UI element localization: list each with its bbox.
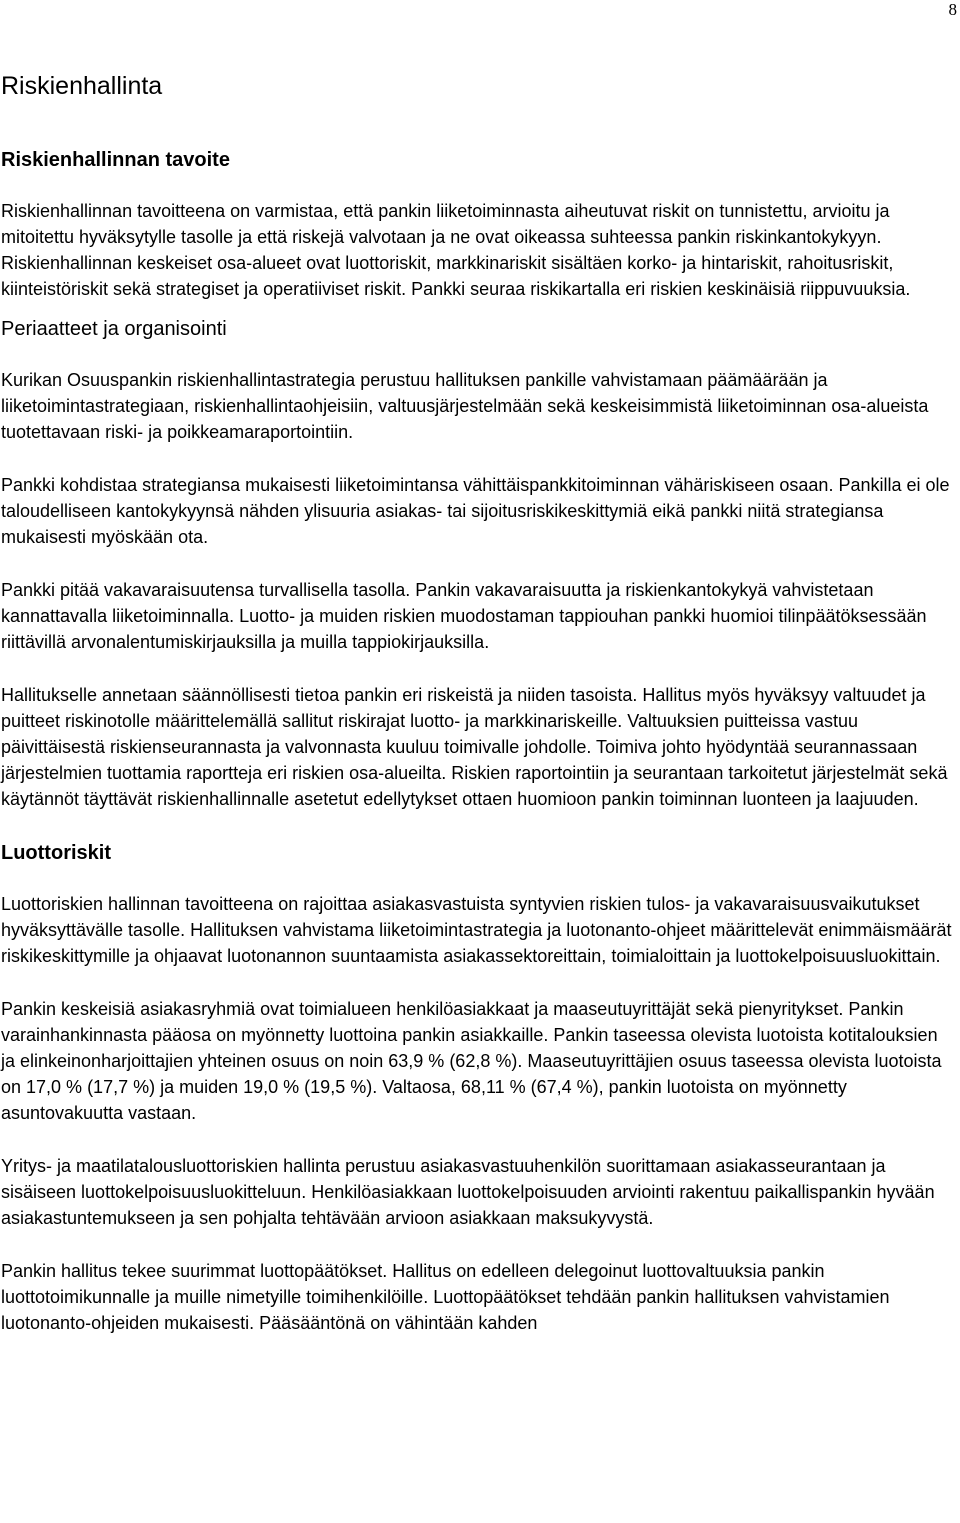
paragraph: Pankin keskeisiä asiakasryhmiä ovat toimialueen henkilöasiakkaat ja maaseutuyrittäjät sekä pienyritykset. Pankin varainhankinnasta pääosa on myönnetty luottoina pankin asiakkaille. Pankin taseessa olevista luotoista kotitalouksien ja elinkeinonharjoittajien yhteinen osuus on noin 63,9 % (62,8 %). Maaseutuyrittäjien osuus taseessa olevista luotoista on 17,0 % (17,7 %) ja muiden 19,0 % (19,5 %). Valtaosa, 68,11 % (67,4 %), pankin luotoista on myönnetty asuntovakuutta vastaan.	[1, 999, 942, 1123]
section-luottoriskit	[1, 839, 956, 1336]
paragraph: Kurikan Osuuspankin riskienhallintastrategia perustuu hallituksen pankille vahvistamaan päämäärään ja liiketoimintastrategiaan, riskienhallintaohjeisiin, valtuusjärjestelmään sekä keskeisimmistä liiketoiminnan osa-alueista tuotettavaan riski- ja poikkeamaraportointiin.	[1, 370, 929, 442]
section-heading: Riskienhallinnan tavoite	[1, 149, 230, 171]
paragraph: Pankki pitää vakavaraisuutensa turvallisella tasolla. Pankin vakavaraisuutta ja riskienkantokykyä vahvistetaan kannattavalla liiketoiminnalla. Luotto- ja muiden riskien muodostaman tappiouhan pankki huomioi tilinpäätöksessään riittävillä arvonalentumiskirjauksilla ja muilla tappiokirjauksilla.	[1, 580, 927, 652]
section-tavoite	[1, 146, 956, 302]
paragraph: Hallitukselle annetaan säännöllisesti tietoa pankin eri riskeistä ja niiden tasoista. Hallitus myös hyväksyy valtuudet ja puitteet riskinotolle määrittelemällä sallitut riskirajat luotto- ja markkinariskeille. Valtuuksien puitteissa vastuu päivittäisestä riskienseurannasta ja valvonnasta kuuluu toimivalle johdolle. Toimiva johto hyödyntää seurannassaan järjestelmien tuottamia raportteja eri riskien osa-alueilta. Riskien raportointiin ja seurantaan tarkoitetut järjestelmät sekä käytännöt täyttävät riskienhallinnalle asetetut edellytykset ottaen huomioon pankin toiminnan luonteen ja laajuuden.	[1, 685, 948, 809]
paragraph: Luottoriskien hallinnan tavoitteena on rajoittaa asiakasvastuista syntyvien riskien tulos- ja vakavaraisuusvaikutukset hyväksyttävälle tasolle. Hallituksen vahvistama liiketoimintastrategia ja luotonanto-ohjeet määrittelevät enimmäismäärät riskikeskittymille ja ohjaavat luotonannon suuntaamista asiakassektoreittain, toimialoittain ja luottokelpoisuusluokittain.	[1, 894, 952, 966]
document-title: Riskienhallinta	[1, 72, 163, 100]
section-heading: Luottoriskit	[1, 842, 111, 864]
section-periaatteet	[1, 315, 956, 812]
paragraph: Yritys- ja maatilatalousluottoriskien hallinta perustuu asiakasvastuuhenkilön suorittamaan asiakasseurantaan ja sisäiseen luottokelpoisuusluokitteluun. Henkilöasiakkaan luottokelpoisuuden arviointi rakentuu paikallispankin hyvään asiakastuntemukseen ja sen pohjalta tehtävään arvioon asiakkaan maksukyvystä.	[1, 1156, 935, 1228]
paragraph: Pankki kohdistaa strategiansa mukaisesti liiketoimintansa vähittäispankkitoiminnan vähäriskiseen osaan. Pankilla ei ole taloudelliseen kantokykyynsä nähden ylisuuria asiakas- tai sijoitusriskikeskittymiä eikä pankki niitä strategiansa mukaisesti myöskään ota.	[1, 475, 950, 547]
paragraph: Pankin hallitus tekee suurimmat luottopäätökset. Hallitus on edelleen delegoinut luottovaltuuksia pankin luottotoimikunnalle ja muille nimetyille toimihenkilöille. Luottopäätökset tehdään pankin hallituksen vahvistamien luotonanto-ohjeiden mukaisesti. Pääsääntönä on vähintään kahden	[1, 1261, 890, 1333]
paragraph: Riskienhallinnan tavoitteena on varmistaa, että pankin liiketoiminnasta aiheutuvat riskit on tunnistettu, arvioitu ja mitoitettu hyväksytylle tasolle ja että riskejä valvotaan ja ne ovat oikeassa suhteessa pankin riskinkantokykyyn. Riskienhallinnan keskeiset osa-alueet ovat luottoriskit, markkinariskit sisältäen korko- ja hintariskit, rahoitusriskit, kiinteistöriskit sekä strategiset ja operatiiviset riskit. Pankki seuraa riskikartalla eri riskien keskinäisiä riippuvuuksia.	[1, 201, 911, 299]
page-number: 8	[948, 0, 957, 19]
document-body	[1, 68, 956, 1336]
section-heading: Periaatteet ja organisointi	[1, 318, 227, 340]
